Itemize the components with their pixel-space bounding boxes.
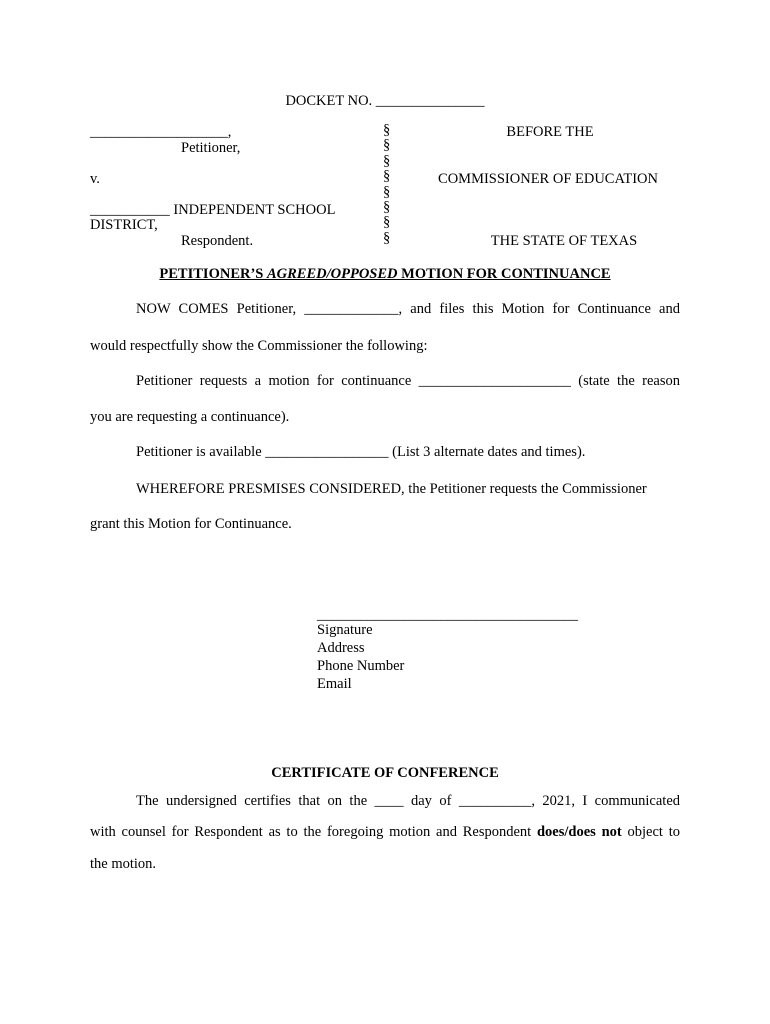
versus: v. [90, 171, 100, 187]
district-word: DISTRICT, [90, 217, 158, 233]
motion-title [159, 266, 610, 283]
petitioner-blank: ___________________, [90, 124, 232, 140]
petitioner-label: Petitioner, [181, 140, 241, 156]
address-label: Address [317, 640, 365, 656]
district-line: ___________ INDEPENDENT SCHOOL [90, 202, 336, 218]
certificate-line-1: The undersigned certifies that on the ____ day of __________, 2021, I communicated [136, 793, 680, 809]
paragraph-3: Petitioner is available _________________ (List 3 alternate dates and times). [136, 444, 586, 460]
respondent-label: Respondent. [181, 233, 254, 249]
signature-line: ____________________________________ [317, 607, 578, 623]
phone-number-label: Phone Number [317, 658, 405, 674]
section-symbol: § [383, 199, 391, 216]
section-symbol: § [383, 214, 391, 231]
paragraph-1-line-2: would respectfully show the Commissioner the following: [90, 338, 428, 354]
certificate-line-2-end: object to [621, 824, 680, 840]
section-symbol: § [383, 168, 391, 185]
email-label: Email [317, 676, 352, 692]
paragraph-1-line-1: NOW COMES Petitioner, _____________, and files this Motion for Continuance and [136, 301, 680, 317]
paragraph-4-line-1: WHEREFORE PRESMISES CONSIDERED, the Petitioner requests the Commissioner [136, 481, 647, 497]
before-the: BEFORE THE [506, 124, 594, 140]
signature-label: Signature [317, 622, 373, 638]
docket-number: DOCKET NO. _______________ [285, 93, 485, 109]
title-part-2: AGREED/OPPOSED [266, 266, 398, 282]
certificate-line-3: the motion. [90, 856, 157, 872]
certificate-line-2 [90, 824, 680, 841]
section-symbol: § [383, 122, 391, 138]
title-part-3: MOTION FOR CONTINUANCE [397, 266, 611, 282]
section-symbol: § [383, 183, 391, 200]
title-part-1: PETITIONER’S [159, 266, 267, 282]
section-symbols-column [383, 123, 390, 246]
state-of-texas: THE STATE OF TEXAS [490, 233, 638, 249]
does-does-not: does/does not [536, 824, 622, 840]
paragraph-2-line-1: Petitioner requests a motion for continuance _____________________ (state the reason [136, 373, 680, 389]
section-symbol: § [383, 152, 391, 169]
section-symbol: § [383, 229, 391, 246]
section-symbol: § [383, 137, 391, 154]
paragraph-4-line-2: grant this Motion for Continuance. [90, 516, 292, 532]
certificate-heading: CERTIFICATE OF CONFERENCE [271, 765, 499, 781]
commissioner-of-education: COMMISSIONER OF EDUCATION [438, 171, 658, 187]
paragraph-2-line-2: you are requesting a continuance). [90, 409, 290, 425]
certificate-line-2-start: with counsel for Respondent as to the foregoing motion and Respondent [90, 824, 537, 840]
